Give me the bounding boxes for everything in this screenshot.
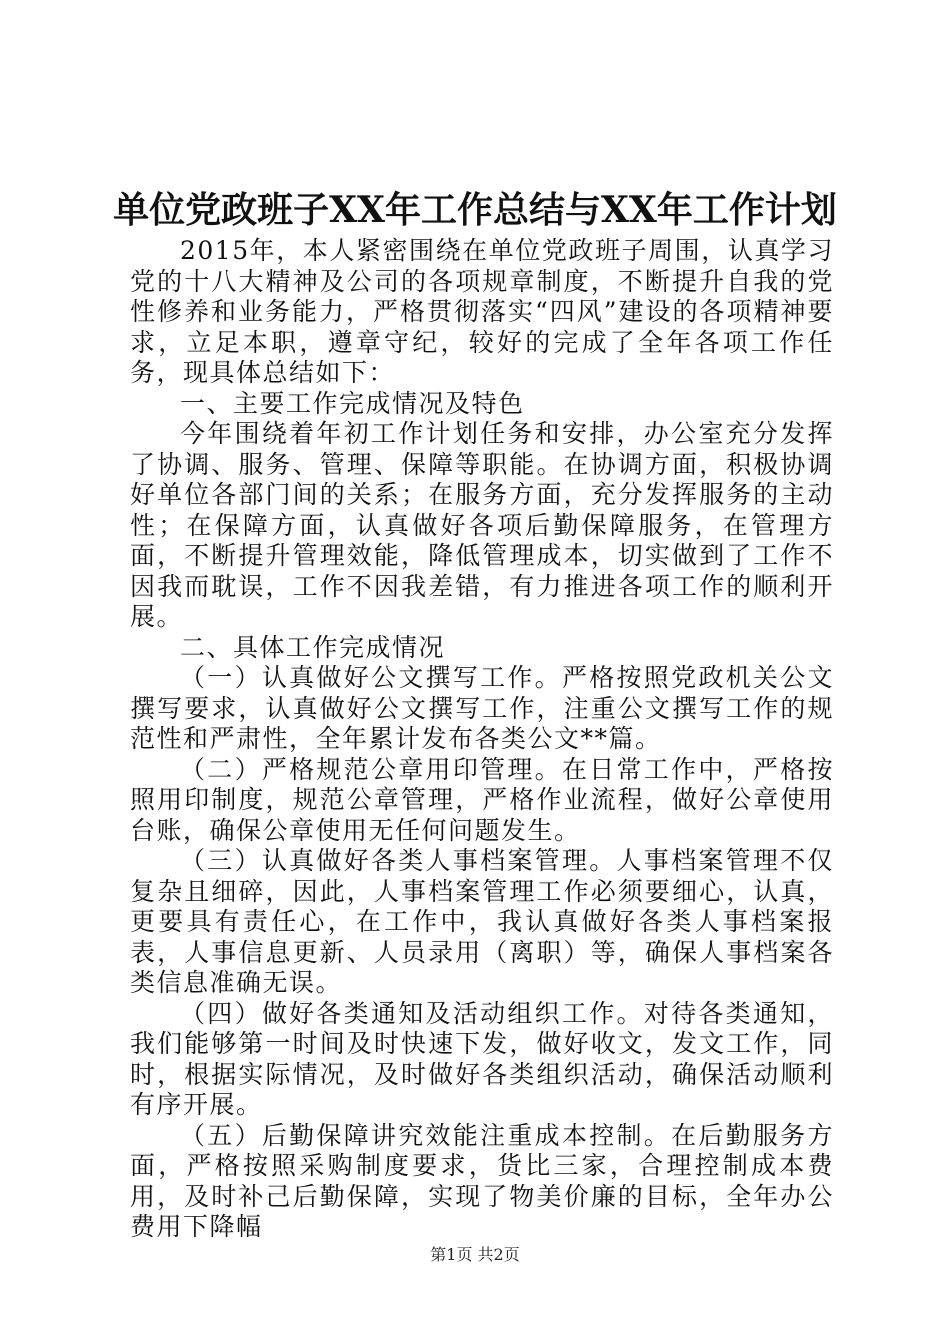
section-1-paragraph: 今年围绕着年初工作计划任务和安排，办公室充分发挥了协调、服务、管理、保障等职能。在协调方面，积极协调好单位各部门间的关系；在服务方面，充分发挥服务的主动性；在保障方面，认真做好各项后勤保障服务，在管理方面，不断提升管理效能，降低管理成本，切实做到了工作不因我而耽误，工作不因我差错，有力推进各项工作的顺利开展。: [130, 419, 834, 631]
work-item-5: （五）后勤保障讲究效能注重成本控制。在后勤服务方面，严格按照采购制度要求，货比三家，合理控制成本费用，及时补己后勤保障，实现了物美价廉的目标，全年办公费用下降幅: [130, 1120, 834, 1241]
page-number-footer: 第1页 共2页: [430, 1245, 520, 1264]
document-body: [130, 236, 834, 1243]
work-item-1: （一）认真做好公文撰写工作。严格按照党政机关公文撰写要求，认真做好公文撰写工作，注重公文撰写工作的规范性和严肃性，全年累计发布各类公文**篇。: [130, 663, 834, 753]
section-heading-2: 二、具体工作完成情况: [180, 632, 446, 662]
intro-paragraph: 2015年，本人紧密围绕在单位党政班子周围，认真学习党的十八大精神及公司的各项规章制度，不断提升自我的党性修养和业务能力，严格贯彻落实“四风”建设的各项精神要求，立足本职，遵章守纪，较好的完成了全年各项工作任务，现具体总结如下：: [130, 236, 834, 387]
section-heading-1: 一、主要工作完成情况及特色: [180, 388, 525, 418]
work-item-4: （四）做好各类通知及活动组织工作。对待各类通知，我们能够第一时间及时快速下发，做好收文，发文工作，同时，根据实际情况，及时做好各类组织活动，确保活动顺利有序开展。: [130, 998, 834, 1119]
document-title: 单位党政班子XX年工作总结与XX年工作计划: [113, 189, 837, 231]
work-item-2: （二）严格规范公章用印管理。在日常工作中，严格按照用印制度，规范公章管理，严格作业流程，做好公章使用台账，确保公章使用无任何问题发生。: [130, 754, 834, 845]
work-item-3: （三）认真做好各类人事档案管理。人事档案管理不仅复杂且细碎，因此，人事档案管理工作必须要细心，认真，更要具有责任心，在工作中，我认真做好各类人事档案报表，人事信息更新、人员录用（离职）等，确保人事档案各类信息准确无误。: [130, 846, 834, 997]
